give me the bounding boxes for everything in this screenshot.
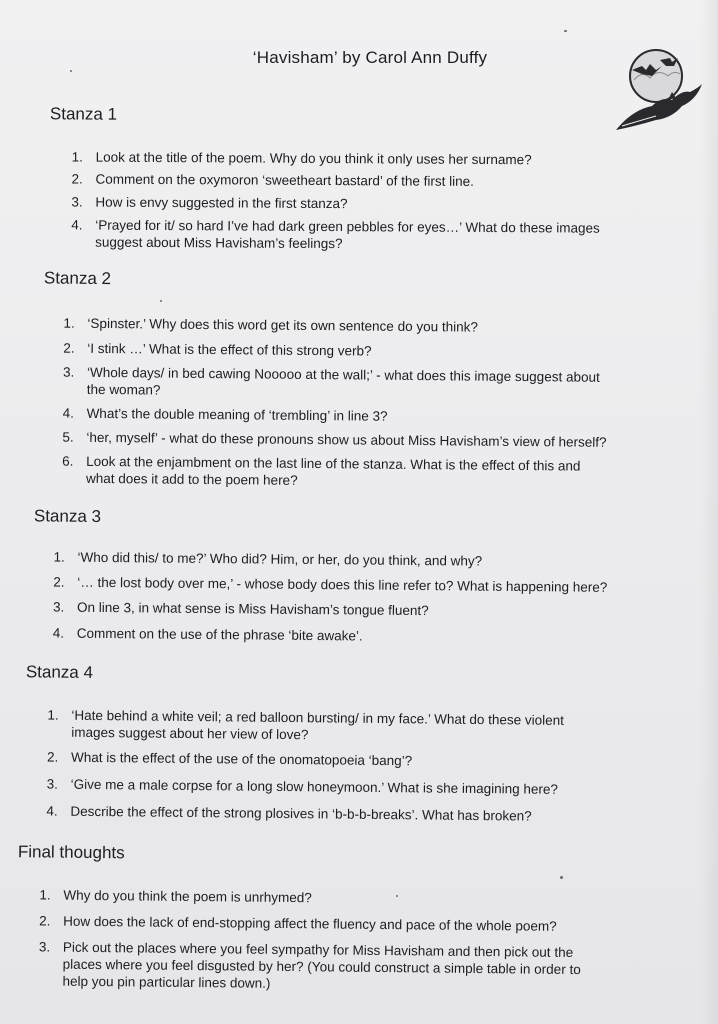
question-text-continued: help you pin particular lines down.) (62, 973, 271, 991)
question-number: 1. (39, 887, 51, 903)
question-text-continued: the woman? (86, 381, 161, 398)
section-final-thoughts (0, 842, 718, 991)
question-text-continued: places where you feel disgusted by her? (You could construct a simple table in order to (62, 956, 581, 978)
question-text: ‘Spinster.’ Why does this word get its own sentence do you think? (87, 315, 478, 335)
question-number: 2. (53, 574, 65, 590)
question-text: ‘Who did this/ to me?’ Who did? Him, or her, do you think, and why? (77, 549, 483, 569)
question-number: 1. (47, 707, 59, 723)
question-text: ‘… the lost body over me,’ - whose body does this line refer to? What is happening here? (77, 574, 608, 595)
section-heading: Stanza 3 (33, 506, 102, 526)
question-text: Look at the title of the poem. Why do you think it only uses her surname? (95, 149, 532, 168)
question-number: 1. (71, 149, 83, 165)
section-stanza-4 (0, 662, 718, 824)
paper-speck (396, 895, 398, 897)
question-number: 4. (46, 803, 58, 819)
question-number: 3. (38, 939, 51, 955)
question-text: Describe the effect of the strong plosives in ‘b-b-b-breaks’. What has broken? (70, 803, 532, 824)
question-text: Pick out the places where you feel sympathy for Miss Havisham and then pick out the (62, 939, 574, 961)
question-text: ‘I stink …’ What is the effect of this strong verb? (87, 340, 372, 359)
page-edge-shadow (700, 0, 718, 1024)
question-text: On line 3, in what sense is Miss Havisham’s tongue fluent? (76, 599, 429, 619)
question-text-continued: what does it add to the poem here? (85, 470, 298, 488)
paper-speck (560, 876, 563, 879)
question-text: Comment on the use of the phrase ‘bite awake’. (76, 625, 363, 644)
section-stanza-3 (0, 506, 718, 644)
section-heading: Stanza 2 (43, 268, 112, 289)
moon-with-bats-icon (612, 40, 704, 136)
question-text: What’s the double meaning of ‘trembling’ in line 3? (86, 405, 388, 424)
question-text: Comment on the oxymoron ‘sweetheart bastard’ of the first line. (95, 171, 475, 189)
question-number: 2. (63, 340, 75, 356)
question-number: 2. (39, 913, 51, 929)
question-number: 5. (62, 429, 74, 445)
question-text-continued: suggest about Miss Havisham’s feelings? (95, 234, 343, 252)
question-number: 6. (62, 453, 74, 469)
question-number: 4. (62, 405, 74, 421)
question-number: 4. (52, 625, 65, 641)
question-text: Why do you think the poem is unrhymed? (63, 887, 312, 906)
section-heading: Final thoughts (17, 842, 125, 863)
section-heading: Stanza 1 (49, 104, 118, 124)
section-heading: Stanza 4 (25, 662, 94, 682)
question-text: ‘Hate behind a white veil; a red balloon bursting/ in my face.’ What do these violent (71, 707, 565, 728)
paper-speck (564, 30, 567, 32)
section-stanza-2 (0, 268, 718, 488)
paper-speck (70, 70, 72, 72)
question-text: How does the lack of end-stopping affect the fluency and pace of the whole poem? (63, 913, 557, 934)
question-number: 3. (71, 194, 83, 210)
question-number: 1. (53, 549, 65, 565)
question-text: ‘Give me a male corpse for a long slow honeymoon.’ What is she imagining here? (70, 776, 559, 797)
question-number: 3. (62, 364, 75, 380)
question-text-continued: images suggest about her view of love? (71, 724, 309, 743)
question-text: ‘Prayed for it/ so hard I’ve had dark green pebbles for eyes…’ What do these images (95, 217, 600, 236)
question-number: 2. (46, 749, 59, 765)
question-number: 4. (71, 217, 83, 233)
question-number: 3. (52, 599, 65, 615)
question-number: 2. (71, 171, 83, 187)
question-text: How is envy suggested in the first stanza? (95, 194, 348, 212)
section-stanza-1 (0, 104, 718, 252)
question-text: Look at the enjambment on the last line of the stanza. What is the effect of this and (86, 453, 581, 474)
question-number: 1. (63, 315, 75, 331)
question-text: ‘her, myself’ - what do these pronouns show us about Miss Havisham’s view of herself? (86, 429, 607, 450)
question-text: ‘Whole days/ in bed cawing Nooooo at the wall;’ - what does this image suggest about (86, 364, 600, 385)
paper-speck (160, 300, 162, 302)
document-title: ‘Havisham’ by Carol Ann Duffy (252, 48, 488, 67)
question-text: What is the effect of the use of the onomatopoeia ‘bang’? (70, 749, 413, 769)
question-number: 3. (46, 776, 59, 792)
